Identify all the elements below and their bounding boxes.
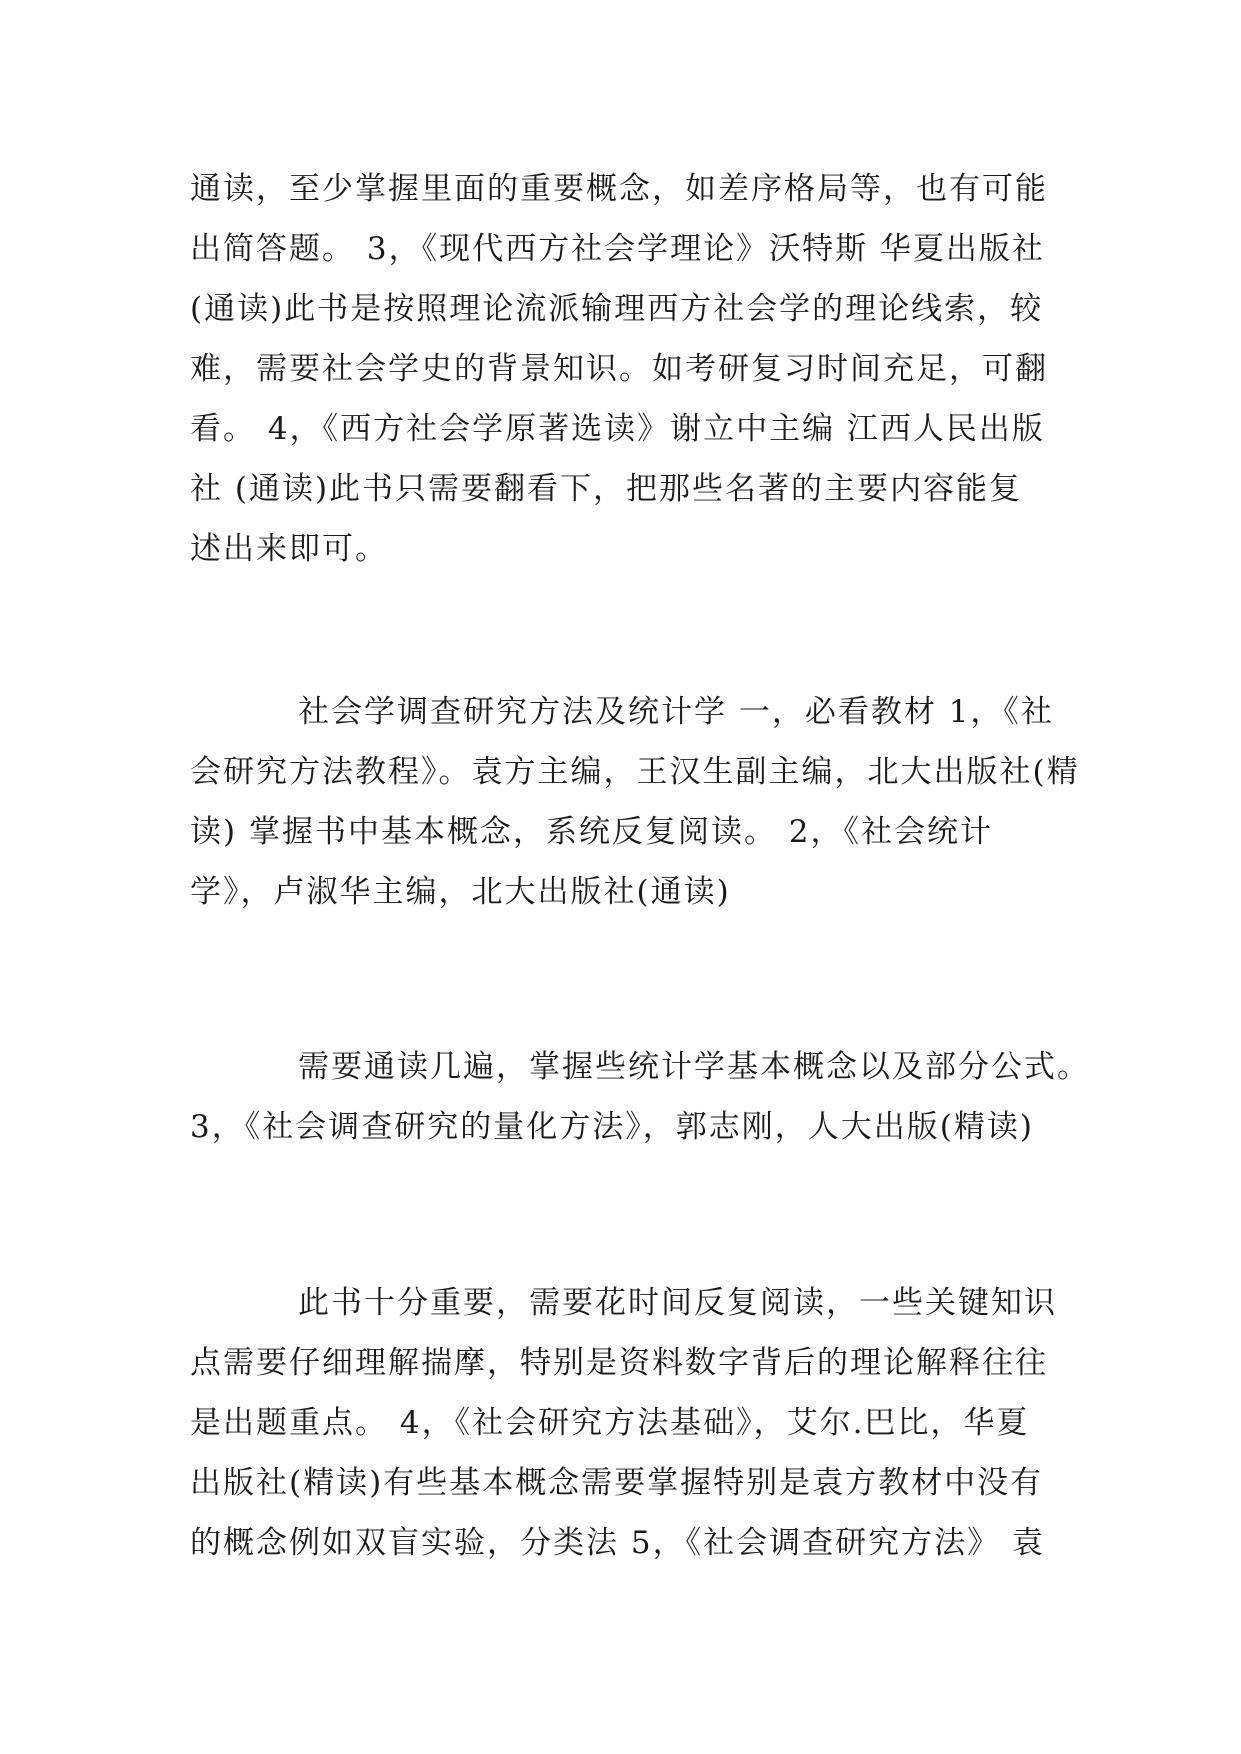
paragraph-quantitative-methods-note: [190, 1273, 1070, 1573]
text-line: 学》，卢淑华主编，北大出版社(通读): [190, 874, 731, 910]
text-line: 点需要仔细理解揣摩，特别是资料数字背后的理论解释往往: [190, 1345, 1048, 1381]
text-line: 看。 4，《西方社会学原著选读》谢立中主编 江西人民出版: [190, 411, 1045, 447]
text-line: 出版社(精读)有些基本概念需要掌握特别是袁方教材中没有: [190, 1465, 1044, 1501]
text-line: 社 (通读)此书只需要翻看下，把那些名著的主要内容能复: [190, 471, 1023, 507]
text-line: 难，需要社会学史的背景知识。如考研复习时间充足，可翻: [190, 351, 1048, 387]
text-line: 社会学调查研究方法及统计学 一，必看教材 1，《社: [298, 694, 1054, 730]
text-line: 读) 掌握书中基本概念，系统反复阅读。 2，《社会统计: [190, 814, 994, 850]
paragraph-statistics-note: [190, 1037, 1090, 1157]
text-line: 需要通读几遍，掌握些统计学基本概念以及部分公式。: [298, 1049, 1090, 1085]
text-line: 通读，至少掌握里面的重要概念，如差序格局等，也有可能: [190, 171, 1048, 207]
text-line: 述出来即可。: [190, 531, 388, 567]
paragraph-reading-list-sociology-theory: [190, 159, 1070, 579]
text-line: 此书十分重要，需要花时间反复阅读，一些关键知识: [298, 1285, 1057, 1321]
text-line: 是出题重点。 4，《社会研究方法基础》，艾尔.巴比，华夏: [190, 1405, 1030, 1441]
text-line: 3，《社会调查研究的量化方法》，郭志刚，人大出版(精读): [190, 1109, 1034, 1145]
text-line: 会研究方法教程》。袁方主编，王汉生副主编，北大出版社(精: [190, 754, 1080, 790]
text-line: (通读)此书是按照理论流派输理西方社会学的理论线索，较: [190, 291, 1044, 327]
text-line: 的概念例如双盲实验，分类法 5，《社会调查研究方法》 袁: [190, 1525, 1045, 1561]
text-line: 出简答题。 3，《现代西方社会学理论》沃特斯 华夏出版社: [190, 231, 1045, 267]
paragraph-research-methods-heading: [190, 682, 1080, 922]
